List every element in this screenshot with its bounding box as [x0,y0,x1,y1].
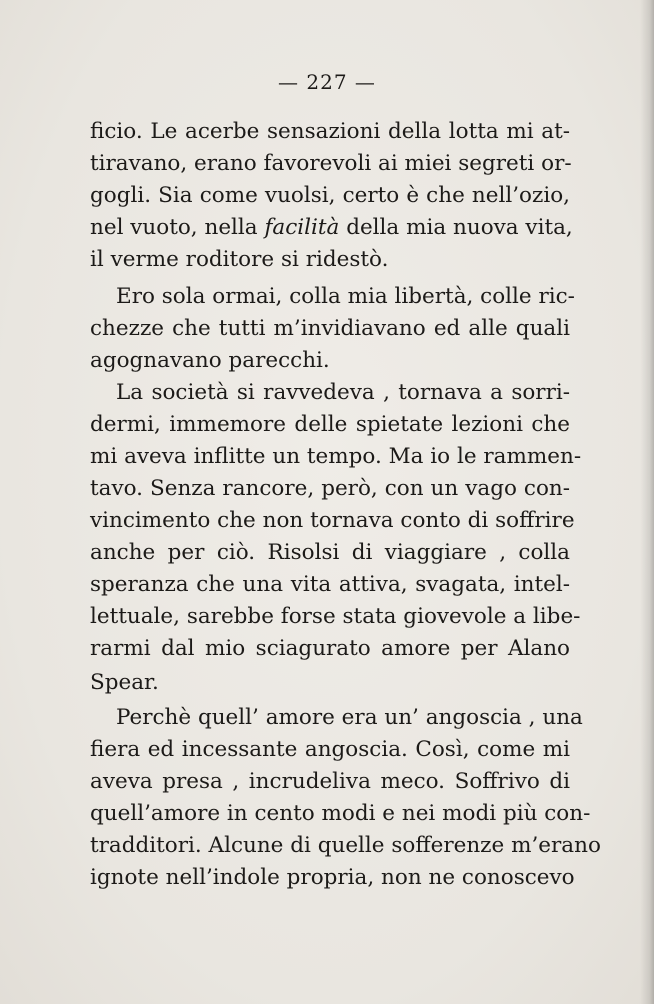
text-line-4 [90,213,573,243]
text-line-4-pre: nel vuoto, nella [90,215,265,240]
text-line-9: La società si ravvedeva , tornava a sorri- [116,380,570,405]
page-edge-shadow [640,0,654,1004]
text-line-7: chezze che tutti m’invidiavano ed alle quali [90,316,570,341]
text-line-2: tiravano, erano favorevoli ai miei segreti or- [90,151,572,176]
text-line-15: speranza che una vita attiva, svagata, intel- [90,572,570,597]
text-line-16: lettuale, sarebbe forse stata giovevole a libe- [90,604,581,629]
text-line-4-post: della mia nuova vita, [339,215,573,240]
text-line-18: Spear. [90,670,159,695]
text-line-17: rarmi dal mio sciagurato amore per Alano [90,636,570,661]
text-line-5: il verme roditore si ridestò. [90,247,389,272]
text-line-20: fiera ed incessante angoscia. Così, come mi [90,737,570,762]
text-line-14: anche per ciò. Risolsi di viaggiare , colla [90,540,570,565]
text-line-21: aveva presa , incrudeliva meco. Soffrivo di [90,769,570,794]
text-line-23: tradditori. Alcune di quelle sofferenze m’erano [90,833,601,858]
text-line-1: ficio. Le acerbe sensazioni della lotta mi at- [90,119,570,144]
text-line-12: tavo. Senza rancore, però, con un vago con- [90,476,570,501]
text-line-11: mi aveva inflitte un tempo. Ma io le rammen- [90,444,582,469]
text-line-13: vincimento che non tornava conto di soffrire [90,508,575,533]
text-line-10: dermi, immemore delle spietate lezioni che [90,412,570,437]
text-line-6: Ero sola ormai, colla mia libertà, colle ric- [116,284,575,309]
italic-word: facilità [264,215,340,240]
text-line-24: ignote nell’indole propria, non ne conoscevo [90,865,575,890]
text-line-3: gogli. Sia come vuolsi, certo è che nell’ozio, [90,183,570,208]
page-number: — 227 — [278,70,376,94]
text-line-22: quell’amore in cento modi e nei modi più con- [90,801,591,826]
text-line-19: Perchè quell’ amore era un’ angoscia , una [116,705,583,730]
text-line-8: agognavano parecchi. [90,348,330,373]
